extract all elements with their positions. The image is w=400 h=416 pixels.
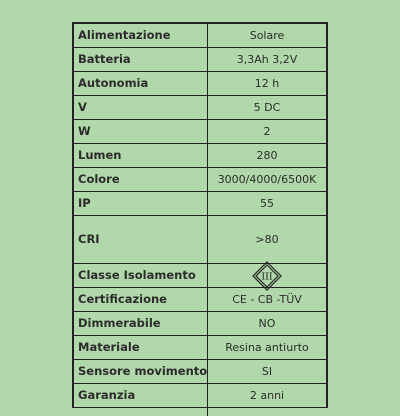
row-label-sensore-movimento: Sensore movimento — [74, 360, 208, 384]
row-value-autonomia: 12 h — [208, 72, 326, 96]
row-value-colore: 3000/4000/6500K — [208, 168, 326, 192]
row-label-lumen: Lumen — [74, 144, 208, 168]
row-label-cri: CRI — [74, 216, 208, 264]
row-value-classe-isolamento — [208, 264, 326, 288]
row-value-certificazione: CE - CB -TÜV — [208, 288, 326, 312]
row-label-materiale: Materiale — [74, 336, 208, 360]
row-label-batteria: Batteria — [74, 48, 208, 72]
row-label-w: W — [74, 120, 208, 144]
row-value-batteria: 3,3Ah 3,2V — [208, 48, 326, 72]
table-continuation-left — [74, 408, 208, 416]
row-value-dimmerabile: NO — [208, 312, 326, 336]
row-value-lumen: 280 — [208, 144, 326, 168]
row-value-ip: 55 — [208, 192, 326, 216]
row-value-garanzia: 2 anni — [208, 384, 326, 408]
svg-text:III: III — [261, 271, 273, 282]
row-label-garanzia: Garanzia — [74, 384, 208, 408]
row-value-materiale: Resina antiurto — [208, 336, 326, 360]
row-label-alimentazione: Alimentazione — [74, 24, 208, 48]
row-value-w: 2 — [208, 120, 326, 144]
row-label-autonomia: Autonomia — [74, 72, 208, 96]
row-value-cri: >80 — [208, 216, 326, 264]
row-value-sensore-movimento: SI — [208, 360, 326, 384]
row-label-colore: Colore — [74, 168, 208, 192]
row-value-alimentazione: Solare — [208, 24, 326, 48]
spec-table — [72, 22, 328, 408]
row-label-dimmerabile: Dimmerabile — [74, 312, 208, 336]
table-continuation-right — [208, 408, 326, 416]
row-label-v: V — [74, 96, 208, 120]
row-label-classe-isolamento: Classe Isolamento — [74, 264, 208, 288]
row-label-ip: IP — [74, 192, 208, 216]
class-iii-insulation-icon — [251, 260, 283, 292]
row-value-v: 5 DC — [208, 96, 326, 120]
row-label-certificazione: Certificazione — [74, 288, 208, 312]
